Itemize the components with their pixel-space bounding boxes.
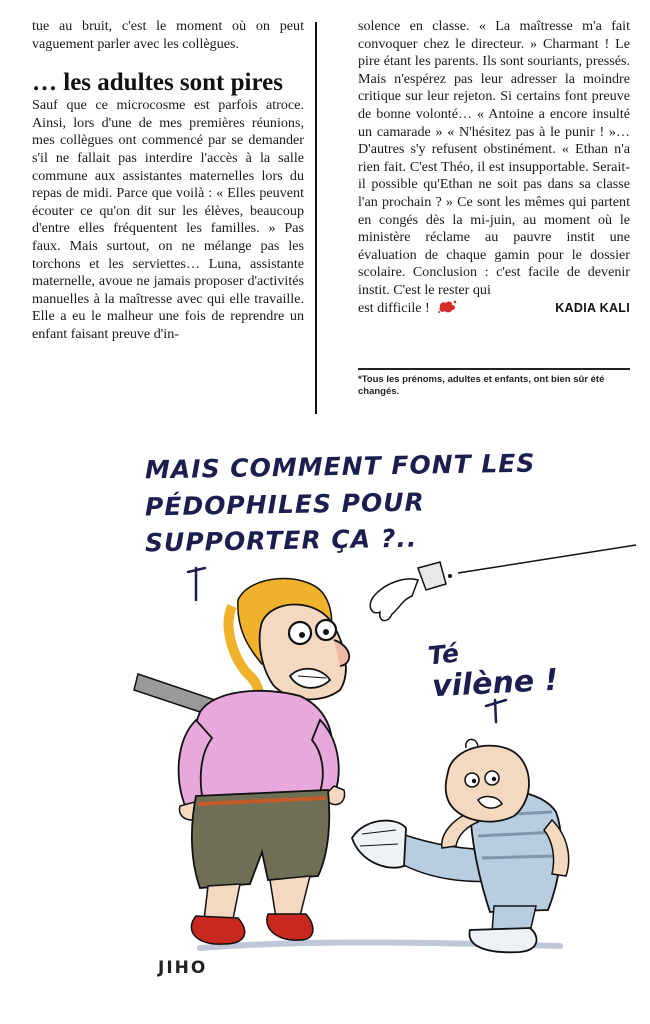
child-speech-line-2: vilène ! <box>431 662 560 705</box>
adult-speech-line-2: PÉDOPHILES POUR <box>144 487 426 522</box>
section-heading: … les adultes sont pires <box>32 69 283 97</box>
artist-signature: JIHO <box>158 958 208 978</box>
left-body: Sauf que ce microcosme est parfois atroce. Ainsi, lors d'une de mes premières réunions, mes collègues ont commencé par se demander s'il ne fallait pas interdire l'accès à la salle commune aux assistantes maternelles lors du repas de midi. Parce que voilà : « Elles peuvent écouter ce qu'on dit sur les élèves, beaucoup d'entre elles fréquentent les familles. » Pas faux. Mais surtout, on ne mélange pas les torchons et les serviettes… Luna, assistante maternelle, avoue ne jamais proposer d'activités manuelles à la maîtresse avec qui elle travaille. Elle a eu le malheur une fois de reprendre un enfant faisant preuve d'in- <box>32 97 304 342</box>
blood-splat-icon <box>437 300 457 314</box>
flying-hand-icon <box>370 545 636 621</box>
right-column <box>358 18 630 317</box>
column-divider <box>315 22 317 414</box>
left-column <box>32 18 304 344</box>
child-speech-line-1: Té <box>426 638 461 671</box>
closing-line <box>358 300 630 318</box>
intro-paragraph: tue au bruit, c'est le moment où on peut vaguement parler avec les collègues. <box>32 18 304 52</box>
author-byline: KADIA KALI <box>555 300 630 315</box>
footnote-rule <box>358 368 630 370</box>
adult-figure <box>134 579 349 945</box>
adult-speech-line-3: SUPPORTER ÇA ?.. <box>144 523 418 558</box>
adult-speech-line-1: MAIS COMMENT FONT LES <box>144 448 536 485</box>
child-figure <box>352 739 569 952</box>
footnote: *Tous les prénoms, adultes et enfants, ont bien sûr été changés. <box>358 374 605 397</box>
right-body: solence en classe. « La maîtresse m'a fait convoquer chez le directeur. » Charmant ! Le pire étant les parents. Ils sont souriants, pressés. Mais n'espérez pas leur adresser la moindre critique sur leur rejeton. Si certains font preuve de bonne volonté… « Antoine a encore insulté un camarade » « N'hésitez pas à le punir ! »… D'autres s'y refusent obstinément. « Ethan n'a rien fait. C'est Théo, il est insupportable. Serait-il possible qu'Ethan ne soit pas dans sa classe l'an prochain ? » Ce sont les mêmes qui partent en congés dès la mi-juin, au moment où le ministère réclame au pauvre instit une évaluation de chaque gamin pour le dossier scolaire. Conclusion : c'est facile de devenir instit. C'est le rester qui <box>358 18 630 298</box>
closing-text: est difficile ! <box>358 299 430 316</box>
